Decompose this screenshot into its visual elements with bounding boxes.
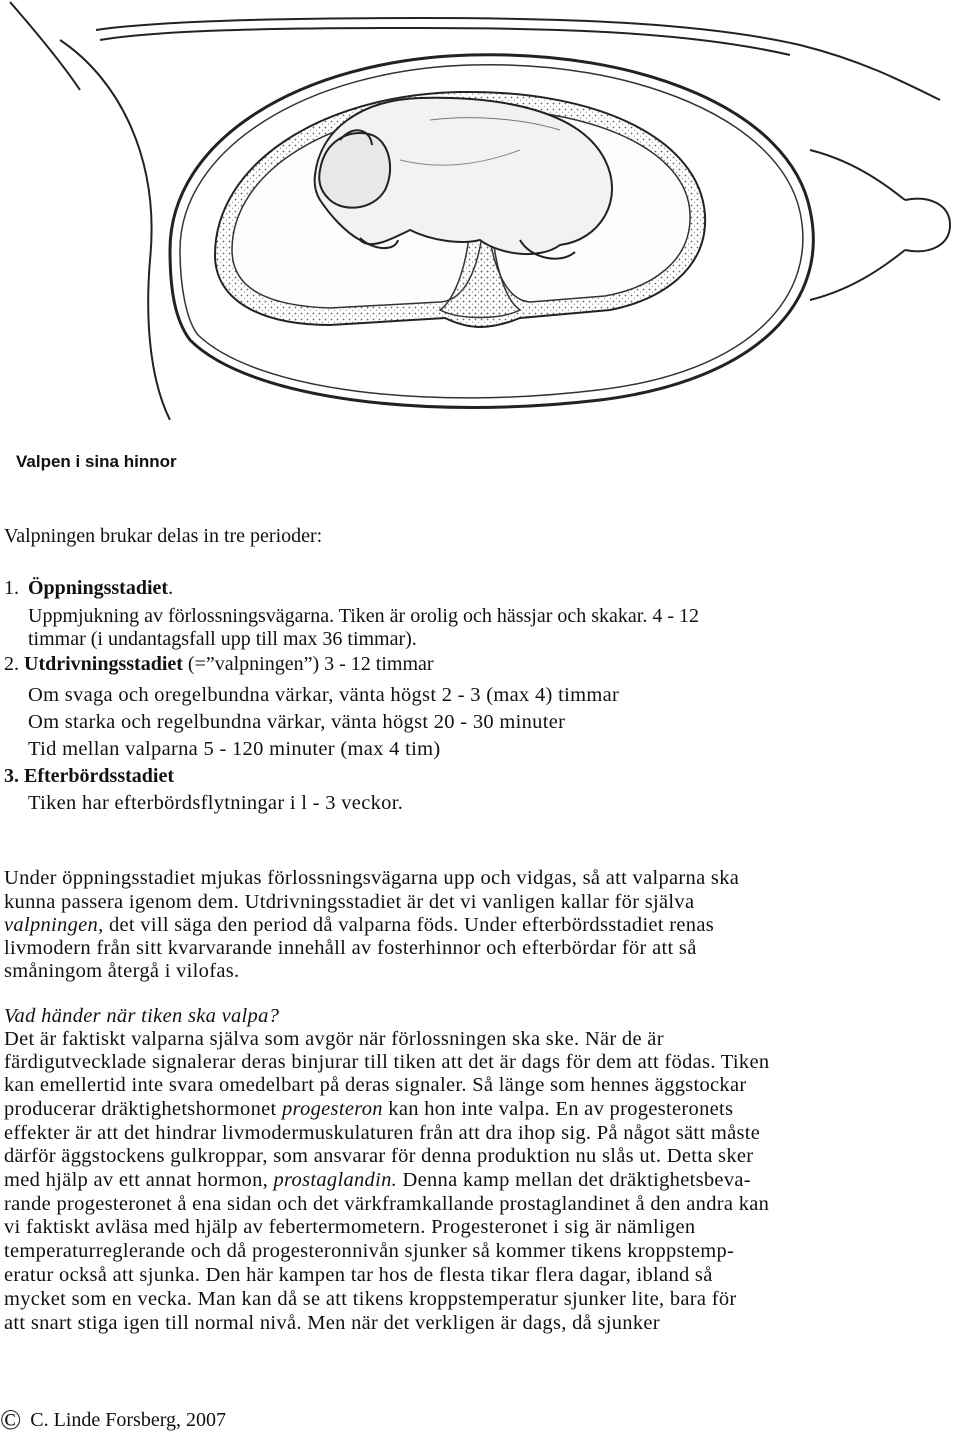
para2-line-11: eratur också att sjunka. Den här kampen tar hos de flesta tikar flera dagar, ibland så — [4, 1264, 713, 1286]
stage-2-number: 2. — [4, 653, 19, 675]
para2-heading: Vad händer när tiken ska valpa? — [4, 1005, 280, 1027]
stage-1-line-2: timmar (i undantagsfall upp till max 36 timmar). — [28, 628, 417, 650]
para2-line-4 — [4, 1097, 733, 1121]
intro-text: Valpningen brukar delas in tre perioder: — [4, 525, 323, 547]
para1-italic-term: valpningen, — [4, 914, 104, 936]
figure-caption: Valpen i sina hinnor — [16, 452, 177, 471]
para2-line-9: vi faktiskt avläsa med hjälp av febertermometern. Progesteronet i sig är nämligen — [4, 1216, 696, 1238]
stage-1-dot: . — [168, 577, 174, 599]
para2-line-4-b: kan hon inte valpa. En av progesteronets — [382, 1098, 734, 1120]
para2-line-10: temperaturreglerande och då progesteronnivån sjunker så kommer tikens kroppstemp- — [4, 1240, 735, 1262]
para1-line-5: småningom återgå i vilofas. — [4, 960, 240, 982]
puppy-in-membranes-illustration — [0, 0, 960, 420]
para2-line-3: kan emellertid inte svara omedelbart på deras signaler. Så länge som hennes äggstockar — [4, 1074, 747, 1096]
para2-line-7-a: med hjälp av ett annat hormon, — [4, 1169, 274, 1191]
para2-line-5: effekter är att det hindrar livmodermuskulaturen från att dra ihop sig. På något sätt måste — [4, 1122, 761, 1144]
stage-2-line-3: Tid mellan valparna 5 - 120 minuter (max 4 tim) — [28, 738, 441, 760]
para2-line-7 — [4, 1168, 751, 1192]
stage-2-rest: (=”valpningen”) 3 - 12 timmar — [187, 653, 434, 675]
para2-line-2: färdigutvecklade signalerar deras binjurar till tiken att det är dags för dem att födas. Tiken — [4, 1051, 770, 1073]
para2-line-4-a: producerar dräktighetshormonet — [4, 1098, 282, 1120]
para1-line-1: Under öppningsstadiet mjukas förlossningsvägarna upp och vidgas, så att valparna ska — [4, 867, 740, 889]
copyright-footer — [0, 1405, 227, 1436]
para2-line-13: att snart stiga igen till normal nivå. Men när det verkligen är dags, då sjunker — [4, 1312, 660, 1334]
para2-line-12: mycket som en vecka. Man kan då se att tikens kroppstemperatur sjunker lite, bara för — [4, 1288, 737, 1310]
para1-line-2: kunna passera igenom dem. Utdrivningsstadiet är det vi vanligen kallar för själva — [4, 891, 695, 913]
para2-line-6: därför äggstockens gulkroppar, som ansvarar för denna produktion nu slås ut. Detta sker — [4, 1145, 754, 1167]
stage-2-line-2: Om starka och regelbundna värkar, vänta högst 20 - 30 minuter — [28, 711, 566, 733]
stage-3-line-1: Tiken har efterbördsflytningar i l - 3 veckor. — [28, 792, 404, 814]
para2-line-7-b: Denna kamp mellan det dräktighetsbeva- — [397, 1169, 751, 1191]
copyright-icon: © — [0, 1405, 22, 1436]
para1-line-4: livmodern från sitt kvarvarande innehåll av fosterhinnor och efterbördar för att så — [4, 937, 697, 959]
stage-1-title: Öppningsstadiet — [28, 577, 169, 599]
copyright-text: C. Linde Forsberg, 2007 — [30, 1409, 227, 1431]
para2-line-8: rande progesteronet å ena sidan och det värkframkallande prostaglandinet å den andra kan — [4, 1193, 770, 1215]
stage-2-heading — [4, 652, 434, 676]
para1-line-3-rest: det vill säga den period då valparna föds. Under efterbördsstadiet renas — [103, 914, 715, 936]
stage-2-line-1: Om svaga och oregelbundna värkar, vänta högst 2 - 3 (max 4) timmar — [28, 684, 620, 706]
stage-1-heading — [4, 576, 173, 600]
para2-term-progesteron: progesteron — [281, 1098, 383, 1120]
nipple-protrusion — [810, 150, 950, 300]
stage-2-title: Utdrivningsstadiet — [24, 653, 183, 675]
para2-term-prostaglandin: prostaglandin. — [273, 1169, 398, 1191]
stage-3-heading: 3. Efterbördsstadiet — [4, 765, 174, 787]
para2-line-1: Det är faktiskt valparna själva som avgör när förlossningen ska ske. När de är — [4, 1028, 664, 1050]
stage-1-number: 1. — [4, 577, 19, 599]
stage-1-line-1: Uppmjukning av förlossningsvägarna. Tiken är orolig och hässjar och skakar. 4 - 12 — [28, 605, 700, 627]
para1-line-3 — [4, 913, 714, 937]
